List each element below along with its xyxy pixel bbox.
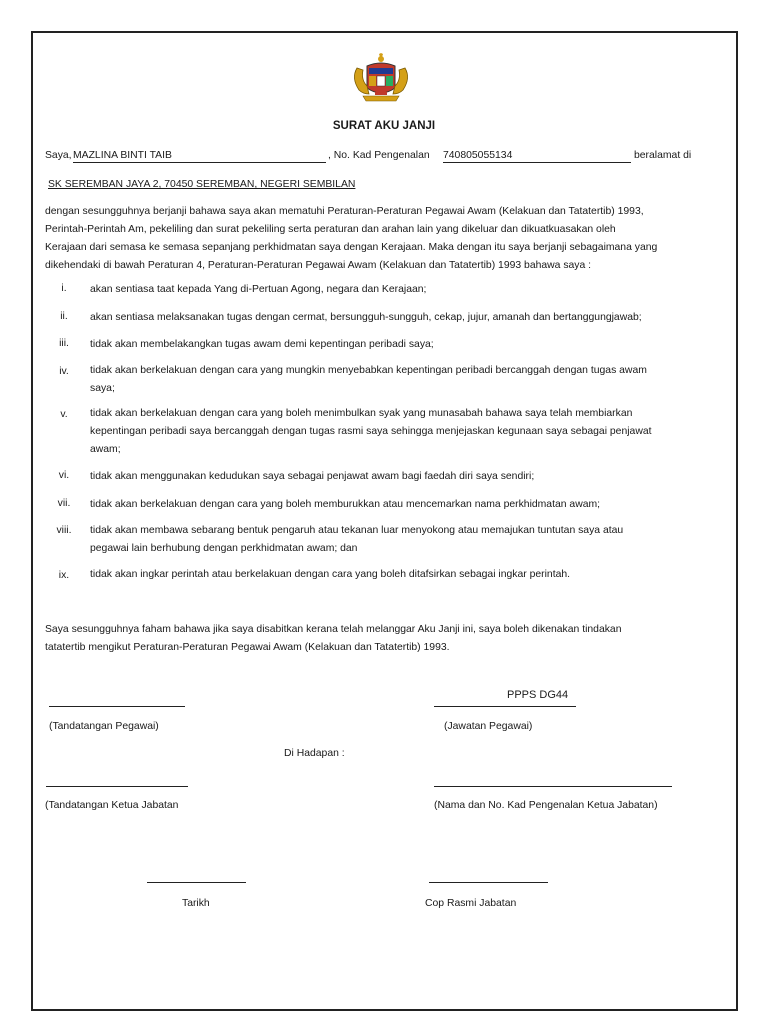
address-label: beralamat di (634, 150, 692, 161)
head-name-label: (Nama dan No. Kad Pengenalan Ketua Jabatan) (434, 800, 658, 811)
item-number: iii. (59, 338, 69, 349)
date-label: Tarikh (182, 898, 210, 909)
head-signature-line (46, 786, 188, 787)
ic-number: 740805055134 (443, 150, 513, 161)
list-item: tidak akan berkelakuan dengan cara yang mungkin menyebabkan kepentingan peribadi bercanggah dengan tugas awam saya; (90, 365, 647, 394)
item-number: ix. (58, 570, 70, 581)
position-line (434, 706, 576, 707)
date-line (147, 882, 246, 883)
ic-label: , No. Kad Pengenalan (328, 150, 430, 161)
stamp-line (429, 882, 548, 883)
stamp-label: Cop Rasmi Jabatan (425, 898, 517, 909)
item-number: viii. (56, 525, 72, 536)
list-item: tidak akan berkelakuan dengan cara yang boleh menimbulkan syak yang munasabah bahawa saya telah membiarkan kepentingan peribadi saya bercanggah dengan tugas rasmi saya sehingga menjejaskan kegunaan saya sebagai penjawat awam; (90, 408, 652, 455)
closing-line-2: tatatertib mengikut Peraturan-Peraturan Pegawai Awam (Kelakuan dan Tatatertib) 1993. (45, 642, 450, 653)
officer-sign-label: (Tandatangan Pegawai) (49, 721, 159, 732)
list-item: tidak akan berkelakuan dengan cara yang boleh memburukkan atau mencemarkan nama perkhidmatan awam; (90, 499, 601, 510)
officer-position-label: (Jawatan Pegawai) (444, 721, 533, 732)
coat-of-arms-icon (349, 52, 413, 108)
list-item: akan sentiasa taat kepada Yang di-Pertuan Agong, negara dan Kerajaan; (90, 284, 427, 295)
intro-line-4: dikehendaki di bawah Peraturan 4, Peraturan-Peraturan Pegawai Awam (Kelakuan dan Tatatertib) 1993 bahawa saya : (45, 260, 592, 271)
intro-line-2: Perintah-Perintah Am, pekeliling dan surat pekeliling serta peraturan dan arahan lain yang dikeluar dan dikuatkuasakan oleh (45, 224, 616, 235)
item-number: i. (61, 283, 67, 294)
name-underline (73, 162, 326, 163)
intro-line-3: Kerajaan dari semasa ke semasa sepanjang perkhidmatan saya dengan Kerajaan. Maka dengan itu saya berjanji sebagaimana yang (45, 242, 658, 253)
item-number: ii. (60, 311, 68, 322)
item-number: vi. (58, 470, 70, 481)
officer-signature-line (49, 706, 185, 707)
closing-line-1: Saya sesungguhnya faham bahawa jika saya disabitkan kerana telah melanggar Aku Janji ini, saya boleh dikenakan tindakan (45, 624, 622, 635)
intro-line-1: dengan sesungguhnya berjanji bahawa saya akan mematuhi Peraturan-Peraturan Pegawai Awam (Kelakuan dan Tatatertib) 1993, (45, 206, 644, 217)
list-item: akan sentiasa melaksanakan tugas dengan cermat, bersungguh-sungguh, cekap, jujur, amanah dan bertanggungjawab; (90, 312, 642, 323)
address-value: SK SEREMBAN JAYA 2, 70450 SEREMBAN, NEGERI SEMBILAN (48, 179, 356, 190)
list-item: tidak akan membelakangkan tugas awam demi kepentingan peribadi saya; (90, 339, 434, 350)
head-sign-label: (Tandatangan Ketua Jabatan (45, 800, 179, 811)
ic-underline (443, 162, 631, 163)
position-value: PPPS DG44 (507, 689, 569, 701)
list-item: tidak akan menggunakan kedudukan saya sebagai penjawat awam bagi faedah diri saya sendiri; (90, 471, 535, 482)
saya-label: Saya, (45, 150, 72, 161)
list-item: tidak akan membawa sebarang bentuk pengaruh atau tekanan luar menyokong atau memajukan tuntutan saya atau pegawai lain berhubung dengan perkhidmatan awam; dan (90, 525, 624, 554)
head-name-line (434, 786, 672, 787)
item-number: vii. (57, 498, 71, 509)
document-title: SURAT AKU JANJI (332, 120, 436, 132)
item-number: v. (60, 409, 68, 420)
before-label: Di Hadapan : (284, 748, 345, 759)
list-item: tidak akan ingkar perintah atau berkelakuan dengan cara yang boleh ditafsirkan sebagai ingkar perintah. (90, 569, 571, 580)
item-number: iv. (59, 366, 69, 377)
officer-name: MAZLINA BINTI TAIB (73, 150, 172, 161)
